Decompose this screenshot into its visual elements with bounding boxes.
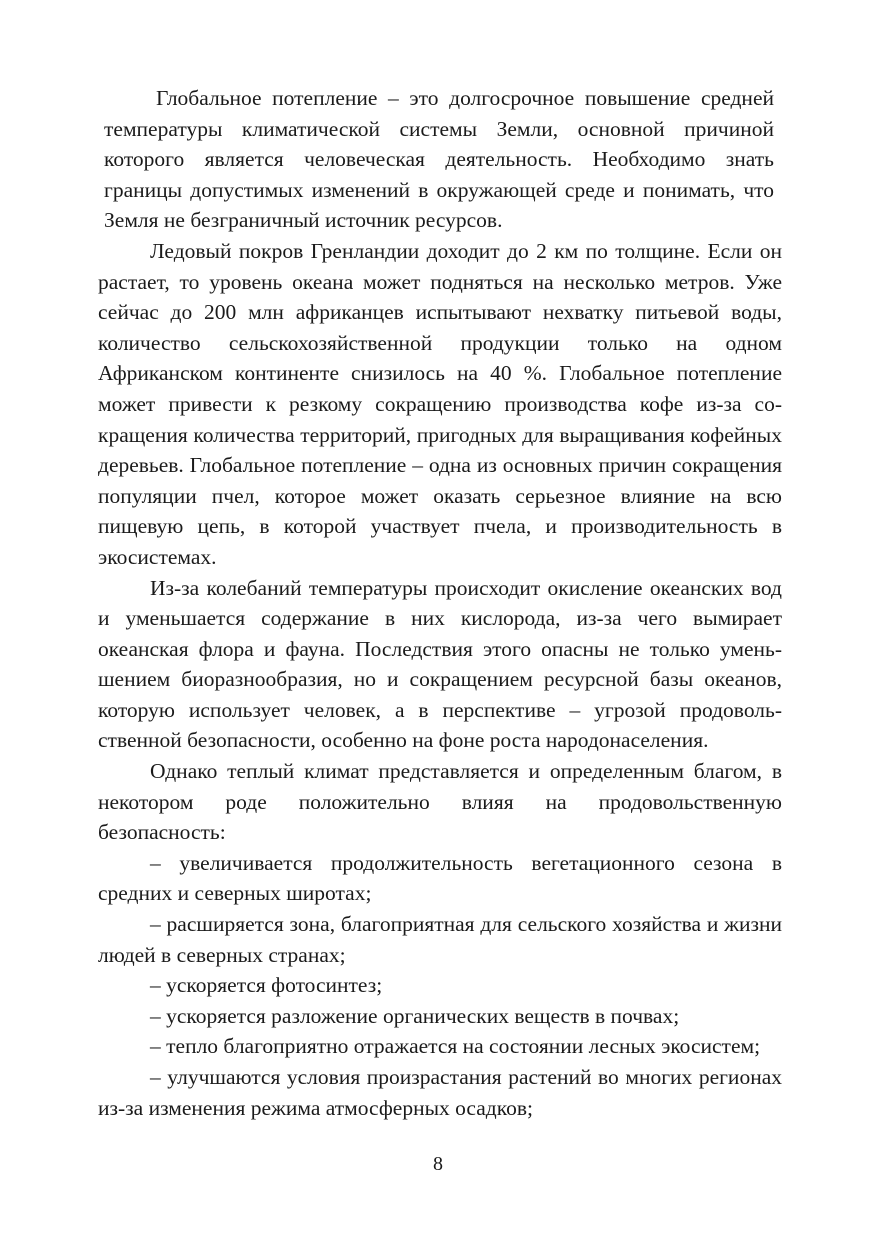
list-item-plant-growth: – улучшаются условия произрастания растений во многих регионах из-за изменения режима атмосферных осадков; [98,1065,782,1120]
paragraph-greenland-ice: Ледовый покров Гренландии доходит до 2 км по толщине. Если он растает, то уровень океана может подняться на несколько метров. Уже сейчас до 200 млн африканцев испытывают нехватку питьевой воды, количество сельскохозяйственной продукции только на одном Африканском континенте снизилось на 40 %. Глобальное потепление может привести к резкому сокращению производства кофе из-за сокращения количества территорий, пригодных для выращивания кофейных деревьев. Глобальное потепление – одна из основных причин сокращения популяции пчел, которое может оказать серьезное влияние на всю пищевую цепь, в которой участвует пчела, и производительность в экосистемах. [98,238,782,569]
paragraph-global-warming-definition: Глобальное потепление – это долгосрочное повышение средней температуры климатической системы Земли, основной причиной которого является человеческая деятельность. Необходимо знать границы допустимых изменений в окружающей среде и понимать, что Земля не безграничный источник ресурсов. [104,86,774,233]
list-item-vegetation-season: – увеличивается продолжительность вегетационного сезона в средних и северных широтах; [98,850,782,906]
list-item-organic-decomposition: – ускоряется разложение органических веществ в почвах; [150,1003,680,1028]
paragraph-warm-climate-benefits: Однако теплый климат представляется и определенным благом, в некотором роде положительно влияя на продовольственную безопасность: [98,759,782,845]
page-number: 8 [433,1153,443,1175]
list-item-agriculture-zone: – расширяется зона, благоприятная для сельского хозяйства и жизни людей в северных странах; [98,912,782,967]
body-text [98,83,782,1123]
paragraph-ocean-acidification: Из-за колебаний температуры происходит окисление океанских вод и уменьшается содержание в них кислорода, из-за чего вымирает океанская флора и фауна. Последствия этого опасны не только уменьшением биоразнообразия, но и сокращением ресурсной базы океанов, которую использует человек, а в перспективе – угрозой продовольственной безопасности, особенно на фоне роста народонаселения. [98,575,782,753]
list-item-forest-ecosystems: – тепло благоприятно отражается на состоянии лесных экосистем; [150,1034,761,1059]
list-item-photosynthesis: – ускоряется фотосинтез; [150,973,383,998]
